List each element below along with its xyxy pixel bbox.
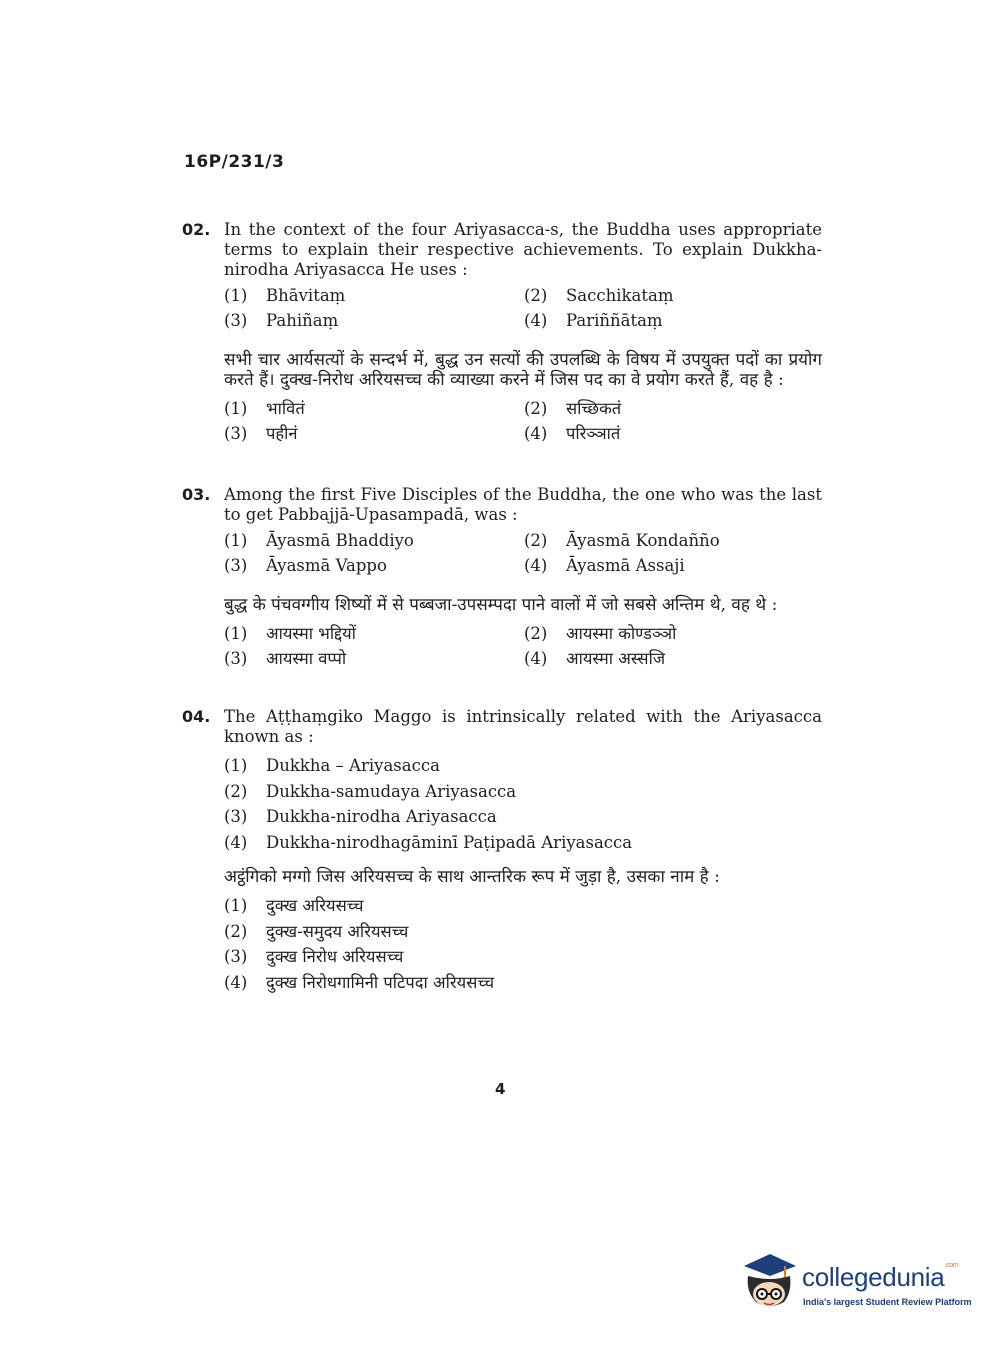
option-3: (3) आयस्मा वप्पो: [224, 649, 347, 668]
question-04: [182, 707, 822, 995]
option-3: (3) दुक्ख निरोध अरियसच्च: [224, 947, 404, 966]
option-2: (2) दुक्ख-समुदय अरियसच्च: [224, 921, 409, 941]
option-1: (1) दुक्ख अरियसच्च: [224, 896, 364, 915]
question-text-hi: अट्ठंगिको मग्गो जिस अरियसच्च के साथ आन्तरिक रूप में जुड़ा है, उसका नाम है :: [224, 867, 720, 887]
question-02: [182, 220, 822, 448]
question-text-en: In the context of the four Ariyasacca-s, the Buddha uses appropriate terms to explain their respective achievements. To explain Dukkha-nirodha Ariyasacca He uses :: [224, 220, 822, 279]
option-2: (2) Āyasmā Kondañño: [524, 531, 720, 550]
logo-wordmark: collegedunia$^{.com}$: [802, 1262, 959, 1292]
options-hi: [224, 621, 822, 673]
question-text-hi: सभी चार आर्यसत्यों के सन्दर्भ में, बुद्ध उन सत्यों की उपलब्धि के विषय में उपयुक्त पदों का प्रयोग करते हैं। दुक्ख-निरोध अरियसच्च की व्याख्या करने में जिस पद का वे प्रयोग करते हैं, वह है :: [224, 350, 822, 390]
question-text-en: Among the first Five Disciples of the Buddha, the one who was the last to get Pabbajjā-Upasampadā, was :: [224, 485, 822, 524]
collegedunia-logo[interactable]: [740, 1252, 975, 1314]
option-1: (1) Bhāvitaṃ: [224, 286, 346, 305]
options-hi: [224, 396, 822, 448]
option-3: (3) Pahiñaṃ: [224, 311, 339, 330]
logo-tagline: India's largest Student Review Platform: [803, 1297, 972, 1307]
option-1: (1) Āyasmā Bhaddiyo: [224, 531, 414, 550]
option-4: (4) Dukkha-nirodhagāminī Paṭipadā Ariyasacca: [224, 832, 633, 852]
page-number: 4: [495, 1080, 506, 1098]
question-text-hi: बुद्ध के पंचवग्गीय शिष्यों में से पब्बजा-उपसम्पदा पाने वालों में जो सबसे अन्तिम थे, वह थे :: [224, 595, 778, 615]
option-1: (1) भावितं: [224, 399, 305, 418]
question-number: 02.: [182, 220, 211, 239]
option-4: (4) परिञ्ञातं: [524, 424, 621, 443]
option-3: (3) Āyasmā Vappo: [224, 556, 387, 575]
question-number: 04.: [182, 707, 211, 726]
option-3: (3) Dukkha-nirodha Ariyasacca: [224, 807, 497, 826]
options-en: [224, 286, 822, 338]
option-4: (4) Āyasmā Assaji: [524, 556, 685, 575]
options-en: [224, 531, 822, 583]
option-3: (3) पहीनं: [224, 424, 298, 443]
question-03: [182, 485, 822, 673]
paper-code: 16P/231/3: [184, 152, 285, 172]
option-2: (2) Sacchikataṃ: [524, 286, 674, 305]
option-4: (4) Pariññātaṃ: [524, 311, 663, 330]
question-text-en: The Aṭṭhaṃgiko Maggo is intrinsically related with the Ariyasacca known as :: [224, 707, 822, 746]
option-1: (1) आयस्मा भद्दियों: [224, 624, 356, 643]
option-2: (2) Dukkha-samudaya Ariyasacca: [224, 781, 517, 801]
option-2: (2) सच्छिकतं: [524, 399, 622, 418]
student-mascot-icon: [740, 1252, 800, 1314]
options-en: [224, 753, 822, 855]
option-2: (2) आयस्मा कोण्डञ्ञो: [524, 624, 677, 643]
option-1: (1) Dukkha – Ariyasacca: [224, 756, 440, 775]
options-hi: [224, 893, 822, 995]
option-4: (4) आयस्मा अस्सजि: [524, 649, 666, 668]
question-number: 03.: [182, 485, 211, 504]
option-4: (4) दुक्ख निरोधगामिनी पटिपदा अरियसच्च: [224, 972, 495, 992]
